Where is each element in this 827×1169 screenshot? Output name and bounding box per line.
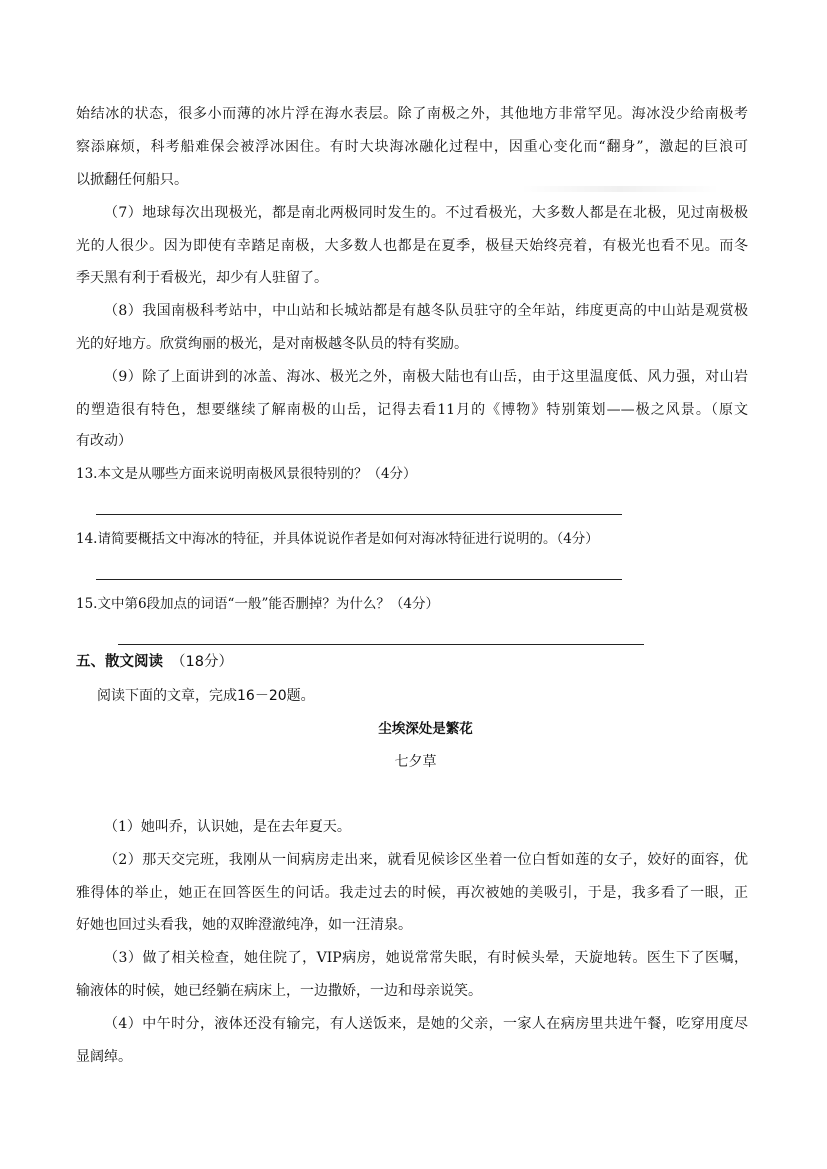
paragraph-9-line: 有改动） [76, 433, 132, 449]
passage-line: 察添麻烦，科考船难保会被浮冰困住。有时大块海冰融化过程中，因重心变化而“翻身”，激起的巨浪可 [76, 139, 748, 155]
essay-paragraph-1: （1）她叫乔，认识她，是在去年夏天。 [104, 819, 351, 835]
passage-line: 以掀翻任何船只。 [76, 172, 188, 188]
essay-paragraph-3-line: 输液体的时候，她已经躺在病床上，一边撒娇，一边和母亲说笑。 [76, 983, 482, 999]
paragraph-9-line: 的塑造很有特色，想要继续了解南极的山岳，记得去看11月的《博物》特别策划——极之风景。（原文 [76, 402, 748, 418]
paragraph-8-line: （8）我国南极科考站中，中山站和长城站都是有越冬队员驻守的全年站，纬度更高的中山站是观赏极 [104, 303, 748, 319]
answer-line-14[interactable] [96, 579, 622, 580]
section-score: （18分） [171, 654, 233, 670]
paragraph-7-line: 季天黑有利于看极光，却少有人驻留了。 [76, 270, 328, 286]
essay-title: 尘埃深处是繁花 [378, 721, 473, 737]
reading-instruction: 阅读下面的文章，完成16－20题。 [97, 688, 315, 704]
passage-line: 始结冰的状态，很多小而薄的冰片浮在海水表层。除了南极之外，其他地方非常罕见。海冰没少给南极考 [76, 106, 748, 122]
question-13: 13.本文是从哪些方面来说明南极风景很特别的？（4分） [76, 466, 417, 482]
essay-author: 七夕草 [394, 754, 437, 770]
paragraph-9-line: （9）除了上面讲到的冰盖、海冰、极光之外，南极大陆也有山岳，由于这里温度低、风力强，对山岩 [104, 369, 748, 385]
question-14: 14.请简要概括文中海冰的特征，并具体说说作者是如何对海冰特征进行说明的。（4分） [76, 531, 599, 547]
paragraph-7-line: （7）地球每次出现极光，都是南北两极同时发生的。不过看极光，大多数人都是在北极，见过南极极 [104, 205, 748, 221]
essay-paragraph-2-line: 好她也回过头看我，她的双眸澄澈纯净，如一汪清泉。 [76, 917, 412, 933]
section-title: 五、散文阅读 [76, 654, 163, 670]
essay-paragraph-2-line: 雅得体的举止，她正在回答医生的问话。我走过去的时候，再次被她的美吸引，于是，我多看了一眼，正 [76, 885, 748, 901]
essay-paragraph-3-line: （3）做了相关检查，她住院了，VIP病房，她说常常失眠，有时候头晕，天旋地转。医生下了医嘱， [104, 950, 748, 966]
essay-paragraph-4-line: （4）中午时分，液体还没有输完，有人送饭来，是她的父亲，一家人在病房里共进午餐，吃穿用度尽 [104, 1016, 748, 1032]
essay-paragraph-2-line: （2）那天交完班，我刚从一间病房走出来，就看见候诊区坐着一位白皙如莲的女子，姣好的面容，优 [104, 852, 748, 868]
essay-paragraph-4-line: 显阔绰。 [76, 1049, 132, 1065]
answer-line-13[interactable] [96, 514, 622, 515]
paragraph-8-line: 光的好地方。欣赏绚丽的极光，是对南极越冬队员的特有奖励。 [76, 336, 468, 352]
scan-smudge [520, 186, 720, 192]
section-heading [76, 652, 233, 672]
paragraph-7-line: 光的人很少。因为即使有幸踏足南极，大多数人也都是在夏季，极昼天始终亮着，有极光也看不见。而冬 [76, 238, 748, 254]
answer-line-15[interactable] [118, 644, 644, 645]
question-15: 15.文中第6段加点的词语“一般”能否删掉？为什么？（4分） [76, 596, 439, 612]
